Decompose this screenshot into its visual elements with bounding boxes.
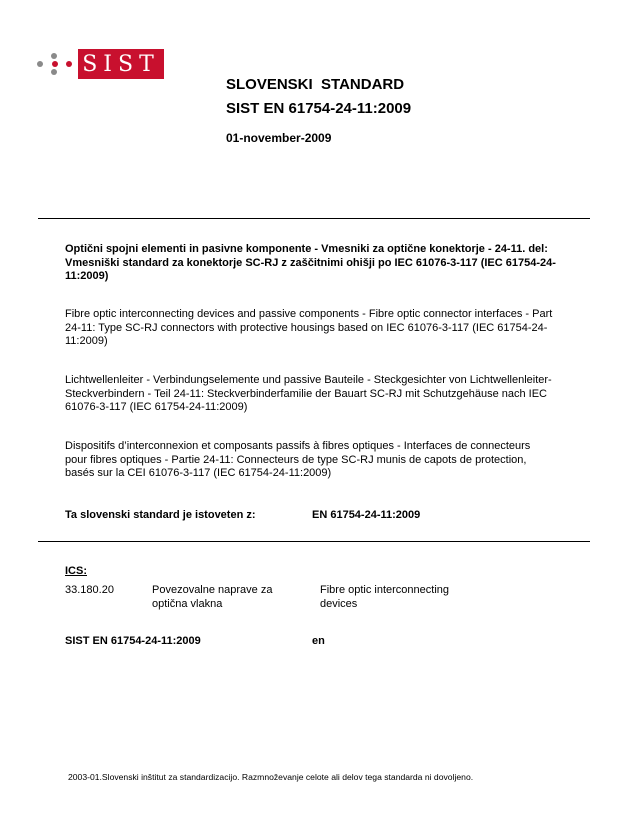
- ics-description-slovenian: Povezovalne naprave za optična vlakna: [152, 584, 273, 610]
- ics-description-english: Fibre optic interconnecting devices: [320, 584, 450, 610]
- logo-dot-icon: [52, 61, 58, 67]
- publication-date: 01-november-2009: [226, 131, 332, 145]
- title-german: Lichtwellenleiter - Verbindungselemente und passive Bauteile - Steckgesichter von Lichtwellenleiter-Steckverbindern - Teil 24-11: Steckverbinderfamilie der Bauart SC-RJ mit Schutzgehäuse nach IEC 61076-3-117 (IEC 61754-24-11:2009): [65, 374, 552, 413]
- identical-value: EN 61754-24-11:2009: [312, 509, 421, 521]
- standard-number-heading: SIST EN 61754-24-11:2009: [226, 100, 412, 117]
- identical-label: Ta slovenski standard je istoveten z:: [65, 509, 256, 521]
- designation-language: en: [312, 635, 325, 647]
- logo-dot-icon: [51, 53, 57, 59]
- title-english: Fibre optic interconnecting devices and passive components - Fibre optic connector interfaces - Part 24-11: Type SC-RJ connectors with protective housings based on IEC 61076-3-117 (IEC 61754-24-11:2009): [65, 308, 553, 347]
- designation-code: SIST EN 61754-24-11:2009: [65, 635, 201, 647]
- copyright-footer: 2003-01.Slovenski inštitut za standardizacijo. Razmnoževanje celote ali delov tega standarda ni dovoljeno.: [68, 772, 474, 782]
- logo-wordmark: SIST: [78, 49, 164, 79]
- standard-type-heading: SLOVENSKI STANDARD: [226, 76, 405, 93]
- logo-dot-icon: [51, 69, 57, 75]
- ics-heading: ICS:: [65, 565, 87, 577]
- ics-code: 33.180.20: [65, 584, 114, 596]
- title-french: Dispositifs d’interconnexion et composants passifs à fibres optiques - Interfaces de connecteurs pour fibres optiques - Partie 24-11: Connecteurs de type SC-RJ munis de capots de protection, basés sur la CEI 61076-3-117 (IEC 61754-24-11:2009): [65, 440, 531, 479]
- logo-dot-icon: [66, 61, 72, 67]
- top-divider: [38, 218, 590, 219]
- logo-dot-icon: [37, 61, 43, 67]
- title-slovenian: Optični spojni elementi in pasivne komponente - Vmesniki za optične konektorje - 24-11. del: Vmesniški standard za konektorje SC-RJ z zaščitnimi ohišji po IEC 61076-3-117 (IEC 61754-24-11:2009): [65, 243, 556, 282]
- middle-divider: [38, 541, 590, 542]
